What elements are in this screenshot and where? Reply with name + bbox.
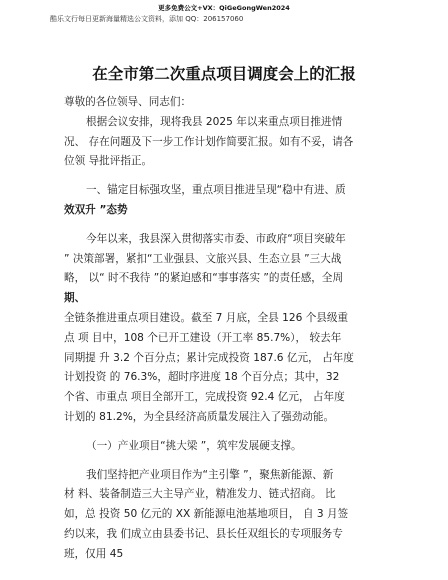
paragraph-line: 略， 以“ 时不我待 ”的紧迫感和“事事落实 ”的责任感，全周 — [64, 272, 344, 285]
paragraph-line: 今年以来，我县深入贯彻落实市委、市政府“项目突破年 — [86, 232, 346, 245]
paragraph-line: 计划投资 的 76.3%，超时序进度 18 个百分点；其中，32 — [64, 371, 340, 384]
paragraph-line: 我们坚持把产业项目作为“主引擎 ”，聚焦新能源、新 — [86, 468, 334, 481]
paragraph-line: 根据会议安排，现将我县 2025 年以来重点项目推进情 — [86, 115, 343, 128]
paragraph-line: 如，总 投资 50 亿元的 XX 新能源电池基地项目， 自 3 月签 — [64, 508, 349, 521]
paragraph-line: 材 料、装备制造三大主导产业，精准发力、链式招商。 比 — [64, 488, 336, 501]
paragraph-line: 约以来，我 们成立由县委书记、县长任双组长的专项服务专 — [64, 527, 343, 540]
paragraph-line: 期、 — [64, 292, 86, 305]
top-banner: 更多免费公文+VX：QiGeGongWen2024 — [158, 4, 290, 12]
paragraph-line: 班，仅用 45 — [64, 547, 124, 560]
paragraph-line: 全链条推进重点项目建设。截至 7 月底，全县 126 个县级重 — [64, 311, 349, 324]
paragraph-line: 计划的 81.2%，为全县经济高质量发展注入了强劲动能。 — [64, 410, 335, 423]
paragraph-line: ” 决策部署，紧扣“工业强县、文旅兴县、生态立县 ”三大战 — [64, 252, 342, 265]
document-title: 在全市第二次重点项目调度会上的汇报 — [92, 65, 356, 83]
section-heading: 效双升 ”态势 — [64, 203, 128, 216]
sub-banner: 酷乐文行每日更新海量精选公文资料，添加 QQ：206157060 — [50, 15, 244, 23]
section-heading: 一、锚定目标强攻坚，重点项目推进呈现“稳中有进、质 — [86, 184, 346, 197]
document-body — [64, 93, 394, 565]
salutation: 尊敬的各位领导、同志们： — [64, 96, 192, 108]
paragraph-line: 况、 存在问题及下一步工作计划作简要汇报。如有不妥，请各 — [64, 135, 354, 148]
subsection-heading: （一）产业项目“挑大梁 ”，筑牢发展硬支撑。 — [86, 439, 302, 452]
paragraph-line: 个省、市重点 项目全部开工，完成投资 92.4 亿元， 占年度 — [64, 391, 345, 404]
paragraph-line: 同期提 升 3.2 个百分点；累计完成投资 187.6 亿元， 占年度 — [64, 351, 354, 364]
paragraph-line: 点 项 目中，108 个已开工建设（开工率 85.7%）， 较去年 — [64, 331, 342, 344]
paragraph-line: 位领 导批评指正。 — [64, 155, 153, 168]
